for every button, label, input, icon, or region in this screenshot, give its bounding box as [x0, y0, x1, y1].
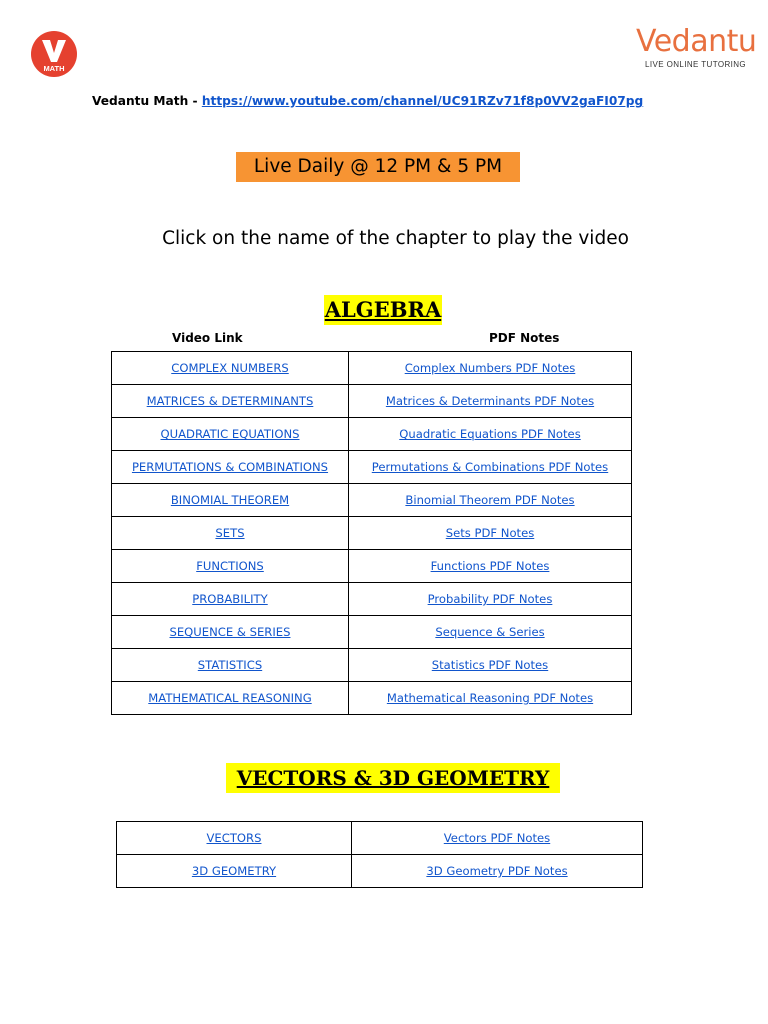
table-row [112, 550, 632, 583]
chapter-video-link[interactable]: MATHEMATICAL REASONING [148, 691, 312, 705]
table-row [112, 418, 632, 451]
video-link-cell [112, 583, 349, 616]
video-link-column-header: Video Link [172, 331, 243, 345]
chapter-video-link[interactable]: PROBABILITY [192, 592, 268, 606]
chapter-video-link[interactable]: STATISTICS [197, 658, 263, 672]
algebra-table [111, 351, 632, 715]
pdf-notes-link[interactable]: Functions PDF Notes [430, 559, 550, 573]
video-link-cell [112, 517, 349, 550]
vedantu-logo-tagline: LIVE ONLINE TUTORING [645, 60, 747, 69]
vedantu-logo-wordmark: Vedantu [636, 24, 757, 59]
pdf-notes-cell [349, 484, 632, 517]
instruction-text: Click on the name of the chapter to play the video [162, 228, 629, 249]
video-link-cell [112, 352, 349, 385]
chapter-video-link[interactable]: COMPLEX NUMBERS [171, 361, 289, 375]
chapter-video-link[interactable]: MATRICES & DETERMINANTS [146, 394, 314, 408]
pdf-notes-cell [349, 418, 632, 451]
chapter-video-link[interactable]: BINOMIAL THEOREM [170, 493, 290, 507]
chapter-video-link[interactable]: SEQUENCE & SERIES [169, 625, 291, 639]
pdf-notes-cell [349, 385, 632, 418]
live-schedule-banner: Live Daily @ 12 PM & 5 PM [236, 152, 520, 182]
video-link-cell [112, 649, 349, 682]
pdf-notes-link[interactable]: Quadratic Equations PDF Notes [399, 427, 581, 441]
table-row [112, 517, 632, 550]
channel-label: Vedantu Math - [92, 94, 202, 108]
pdf-notes-cell [349, 682, 632, 715]
pdf-notes-link[interactable]: Complex Numbers PDF Notes [404, 361, 576, 375]
pdf-notes-cell [349, 616, 632, 649]
pdf-notes-column-header: PDF Notes [489, 331, 560, 345]
video-link-cell [112, 550, 349, 583]
pdf-notes-cell [352, 822, 643, 855]
table-row [112, 484, 632, 517]
chapter-video-link[interactable]: PERMUTATIONS & COMBINATIONS [131, 460, 329, 474]
vectors-3d-geometry-heading: VECTORS & 3D GEOMETRY [226, 763, 560, 793]
video-link-cell [112, 451, 349, 484]
pdf-notes-cell [349, 352, 632, 385]
table-row [112, 682, 632, 715]
table-row [112, 385, 632, 418]
channel-line [92, 94, 643, 108]
chapter-video-link[interactable]: QUADRATIC EQUATIONS [160, 427, 300, 441]
pdf-notes-cell [349, 550, 632, 583]
video-link-cell [117, 855, 352, 888]
vedantu-logo [636, 24, 757, 72]
pdf-notes-link[interactable]: Sequence & Series [435, 625, 545, 639]
math-logo-text: MATH [43, 64, 65, 73]
vectors-table [116, 821, 643, 888]
table-row [117, 822, 643, 855]
pdf-notes-cell [349, 583, 632, 616]
video-link-cell [112, 616, 349, 649]
table-row [117, 855, 643, 888]
video-link-cell [117, 822, 352, 855]
pdf-notes-link[interactable]: Permutations & Combinations PDF Notes [371, 460, 609, 474]
pdf-notes-link[interactable]: Mathematical Reasoning PDF Notes [386, 691, 594, 705]
pdf-notes-link[interactable]: Binomial Theorem PDF Notes [405, 493, 575, 507]
video-link-cell [112, 385, 349, 418]
video-link-cell [112, 418, 349, 451]
channel-link[interactable]: https://www.youtube.com/channel/UC91RZv71f8p0VV2gaFI07pg [201, 94, 644, 108]
chapter-video-link[interactable]: VECTORS [206, 831, 262, 845]
pdf-notes-link[interactable]: Probability PDF Notes [427, 592, 553, 606]
chapter-video-link[interactable]: 3D GEOMETRY [191, 864, 277, 878]
table-row [112, 583, 632, 616]
table-row [112, 451, 632, 484]
table-row [112, 616, 632, 649]
pdf-notes-link[interactable]: Vectors PDF Notes [443, 831, 551, 845]
pdf-notes-link[interactable]: Sets PDF Notes [445, 526, 535, 540]
video-link-cell [112, 484, 349, 517]
table-row [112, 649, 632, 682]
video-link-cell [112, 682, 349, 715]
algebra-heading: ALGEBRA [324, 295, 442, 325]
pdf-notes-cell [352, 855, 643, 888]
pdf-notes-cell [349, 451, 632, 484]
pdf-notes-link[interactable]: 3D Geometry PDF Notes [426, 864, 568, 878]
table-row [112, 352, 632, 385]
pdf-notes-cell [349, 649, 632, 682]
pdf-notes-cell [349, 517, 632, 550]
pdf-notes-link[interactable]: Statistics PDF Notes [431, 658, 549, 672]
pdf-notes-link[interactable]: Matrices & Determinants PDF Notes [385, 394, 595, 408]
chapter-video-link[interactable]: SETS [215, 526, 245, 540]
vedantu-math-logo [31, 31, 77, 77]
chapter-video-link[interactable]: FUNCTIONS [196, 559, 264, 573]
